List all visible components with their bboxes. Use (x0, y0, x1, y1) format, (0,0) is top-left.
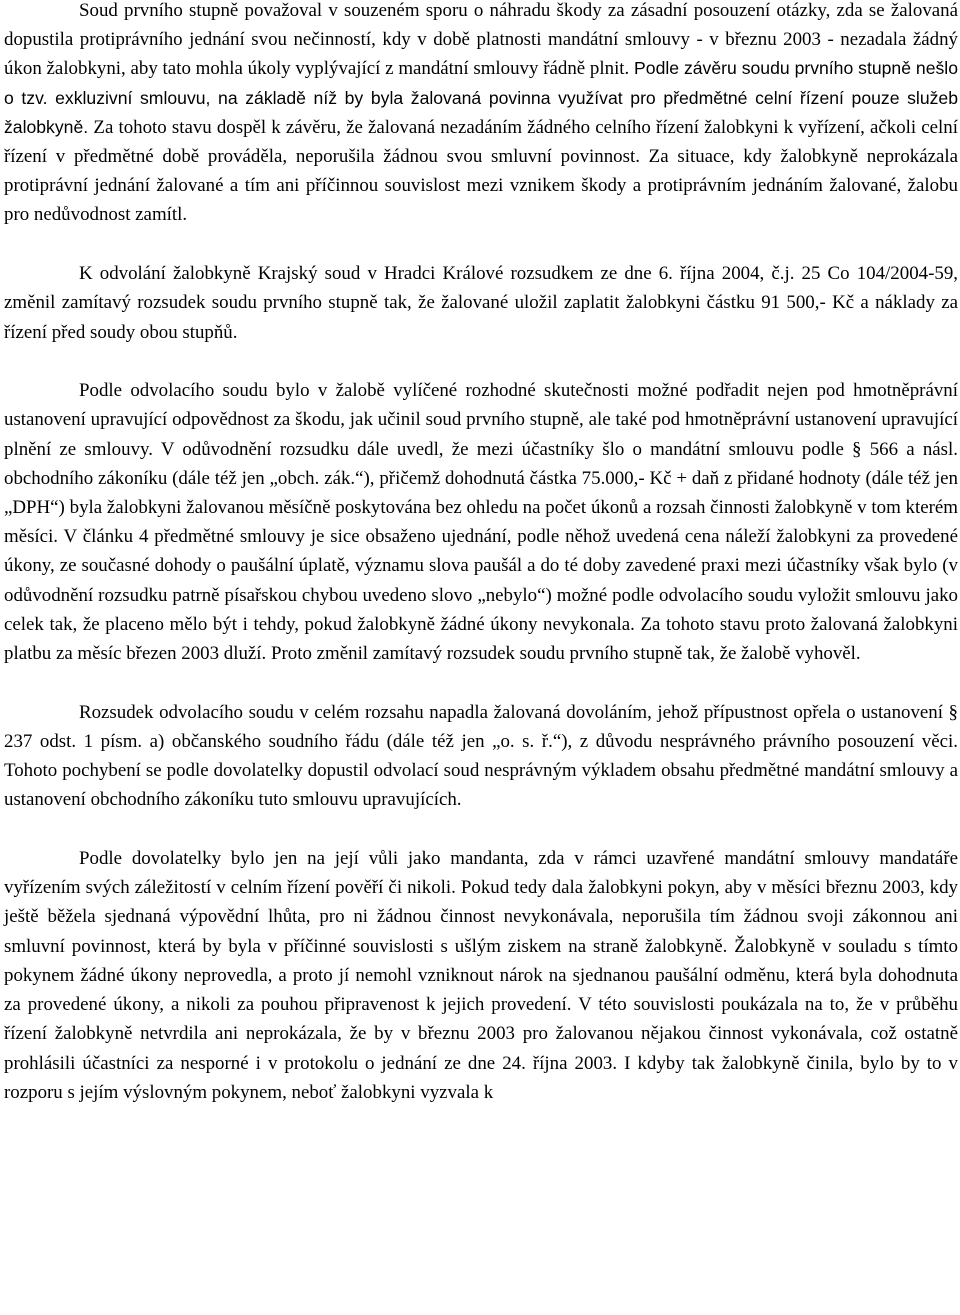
document-page (4, 0, 958, 1107)
text-segment: Za tohoto stavu dospěl k závěru, že žalovaná nezadáním žádného celního řízení žalobkyni k vyřízení, ačkoli celní řízení v předmětné době prováděla, neporušila žádnou svou smluvní povinnost. Za situace, kdy žalobkyně neprokázala protiprávní jednání žalované a tím ani příčinnou souvislost mezi vznikem škody a protiprávním jednáním žalované, žalobu pro nedůvodnost zamítl. (4, 116, 958, 226)
paragraph-cassation-appeal (4, 698, 958, 815)
text-segment: Rozsudek odvolacího soudu v celém rozsahu napadla žalovaná dovoláním, jehož přípustnost opřela o ustanovení § 237 odst. 1 písm. a) občanského soudního řádu (dále též jen „o. s. ř.“), z důvodu nesprávného právního posouzení věci. Tohoto pochybení se podle dovolatelky dopustil odvolací soud nesprávným výkladem obsahu předmětné mandátní smlouvy a ustanovení obchodního zákoníku tuto smlouvu upravujících. (4, 701, 958, 811)
paragraph-spacer (4, 815, 958, 845)
paragraph-appellant-argument (4, 844, 958, 1107)
text-segment-sans: Podle závěru soudu prvního stupně nešlo o tzv. exkluzivní smlouvu, na základě níž by byla žalovaná povinna využívat pro předmětné celní řízení pouze služeb žalobkyně. (4, 58, 958, 137)
paragraph-appellate-reasoning (4, 376, 958, 668)
paragraph-spacer (4, 668, 958, 698)
text-segment: Podle odvolacího soudu bylo v žalobě vylíčené rozhodné skutečnosti možné podřadit nejen pod hmotněprávní ustanovení upravující odpovědnost za škodu, jak učinil soud prvního stupně, ale také pod hmotněprávní ustanovení upravující plnění ze smlouvy. V odůvodnění rozsudku dále uvedl, že mezi účastníky šlo o mandátní smlouvu podle § 566 a násl. obchodního zákoníku (dále též jen „obch. zák.“), přičemž dohodnutá částka 75.000,- Kč + daň z přidané hodnoty (dále též jen „DPH“) byla žalobkyni žalovanou měsíčně poskytována bez ohledu na počet úkonů a rozsah činnosti žalobkyně v tom kterém měsíci. V článku 4 předmětné smlouvy je sice obsaženo ujednání, podle něhož uvedená cena náleží žalobkyni za provedené úkony, ze současné dohody o paušální úplatě, významu slova paušál a do té doby zavedené praxi mezi účastníky však bylo (v odůvodnění rozsudku patrně písařskou chybou uvedeno slovo „nebylo“) možné podle odvolacího soudu vyložit smlouvu jako celek tak, že placeno mělo být i tehdy, pokud žalobkyně žádné úkony nevykonala. Za tohoto stavu proto žalovaná žalobkyni platbu za měsíc březen 2003 dluží. Proto změnil zamítavý rozsudek soudu prvního stupně tak, že žalobě vyhověl. (4, 380, 958, 665)
text-segment: Podle dovolatelky bylo jen na její vůli jako mandanta, zda v rámci uzavřené mandátní smlouvy mandatáře vyřízením svých záležitostí v celním řízení pověří či nikoli. Pokud tedy dala žalobkyni pokyn, aby v měsíci březnu 2003, kdy ještě běžela sjednaná výpovědní lhůta, pro ni žádnou činnost nevykonávala, neporušila tím žádnou svoji zákonnou ani smluvní povinnost, která by byla v příčinné souvislosti s ušlým ziskem na straně žalobkyně. Žalobkyně v souladu s tímto pokynem žádné úkony neprovedla, a proto jí nemohl vzniknout nárok na sjednanou paušální odměnu, která byla dohodnuta za provedené úkony, a nikoli za pouhou připravenost k jejich provedení. V této souvislosti poukázala na to, že v průběhu řízení žalobkyně netvrdila ani neprokázala, že by v březnu 2003 pro žalovanou nějakou činnost vykonávala, což ostatně prohlásili účastníci za nesporné i v protokolu o jednání ze dne 24. října 2003. I kdyby tak žalobkyně činila, bylo by to v rozporu s jejím výslovným pokynem, neboť žalobkyni vyzvala k (4, 848, 958, 1103)
paragraph-spacer (4, 230, 958, 260)
paragraph-appeal (4, 259, 958, 347)
paragraph-spacer (4, 347, 958, 377)
text-segment: K odvolání žalobkyně Krajský soud v Hradci Králové rozsudkem ze dne 6. října 2004, č.j. 25 Co 104/2004-59, změnil zamítavý rozsudek soudu prvního stupně tak, že žalované uložil zaplatit žalobkyni částku 91 500,- Kč a náklady za řízení před soudy obou stupňů. (4, 263, 958, 343)
paragraph-first-instance-ruling (4, 0, 958, 230)
text-segment: Soud prvního stupně považoval v souzeném sporu o náhradu škody za zásadní posouzení otázky, zda se žalovaná dopustila protiprávního jednání svou nečinností, kdy v době platnosti mandátní smlouvy - v březnu 2003 - nezadala žádný úkon žalobkyni, aby tato mohla úkoly vyplývající z mandátní smlouvy řádně plnit. (4, 0, 958, 80)
